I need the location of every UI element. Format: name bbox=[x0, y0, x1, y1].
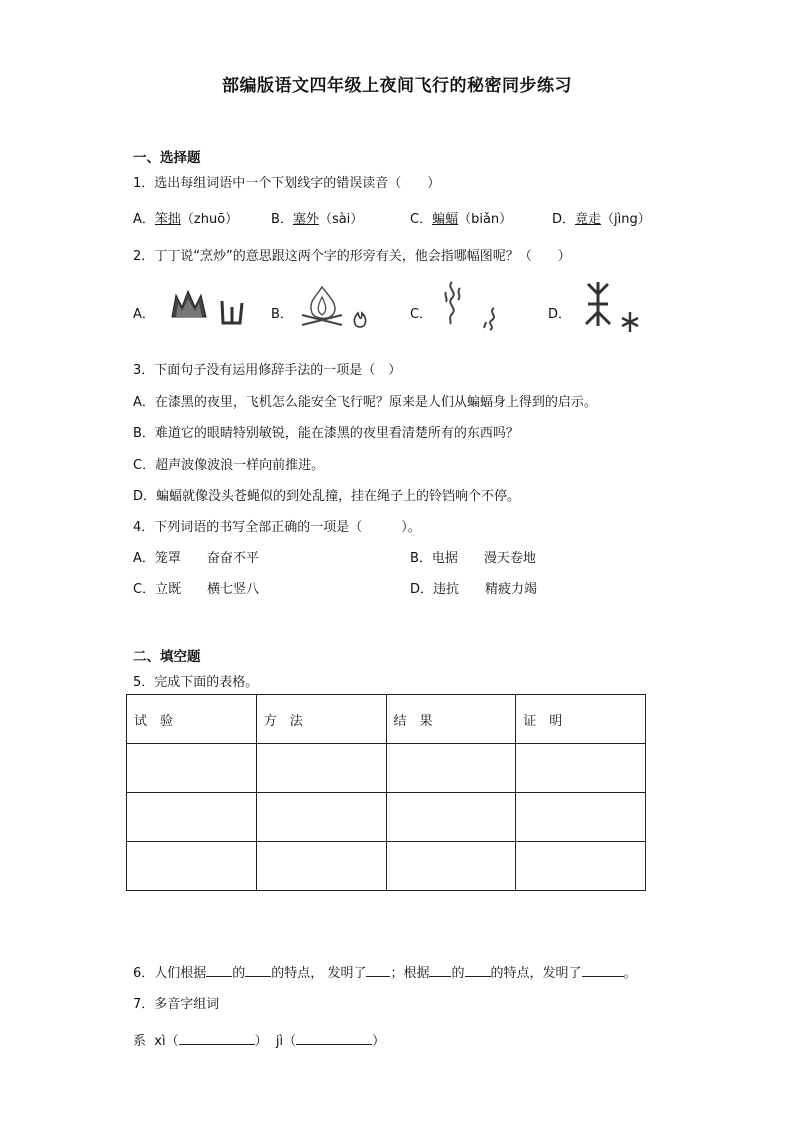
question-7-stem: 7．多音字组词 bbox=[133, 997, 220, 1012]
q4-option-d[interactable]: D．违抗 精疲力竭 bbox=[410, 582, 538, 597]
q6-text: 的特点， bbox=[271, 966, 324, 981]
question-5-stem: 5．完成下面的表格。 bbox=[133, 675, 259, 690]
pinyin: xì（ bbox=[154, 1034, 179, 1049]
q1-option-b[interactable] bbox=[271, 208, 363, 227]
water-glyph-icon[interactable] bbox=[440, 278, 510, 334]
blank-input[interactable] bbox=[245, 964, 271, 977]
option-label: B． bbox=[271, 212, 293, 227]
bracket: ） bbox=[372, 1034, 386, 1049]
pinyin: jì（ bbox=[275, 1034, 297, 1049]
q2-option-c-label[interactable]: C． bbox=[410, 307, 433, 322]
table-cell[interactable] bbox=[386, 842, 516, 891]
q4-option-c[interactable]: C．立既 横七竖八 bbox=[133, 582, 260, 597]
blank-input[interactable] bbox=[429, 964, 451, 977]
table-header-cell: 结 果 bbox=[386, 695, 516, 744]
table-cell[interactable] bbox=[256, 744, 386, 793]
q6-text: 的 bbox=[232, 966, 246, 981]
table-cell[interactable] bbox=[127, 744, 257, 793]
q1-option-c[interactable] bbox=[410, 208, 512, 227]
q2-option-b-label[interactable]: B． bbox=[271, 307, 293, 322]
q2-option-a-label[interactable]: A． bbox=[133, 307, 155, 322]
q6-text: 6．人们根据 bbox=[133, 966, 207, 981]
pinyin: （sài） bbox=[318, 212, 364, 227]
table-cell[interactable] bbox=[386, 793, 516, 842]
campfire-glyph-icon[interactable] bbox=[294, 283, 374, 333]
pinyin: （zhuō） bbox=[180, 212, 239, 227]
blank-input[interactable] bbox=[296, 1032, 372, 1045]
underlined-word: 竟走 bbox=[575, 212, 602, 227]
q3-option-b[interactable]: B．难道它的眼睛特别敏锐，能在漆黑的夜里看清楚所有的东西吗？ bbox=[133, 426, 519, 441]
q2-option-d-label[interactable]: D． bbox=[548, 307, 572, 322]
question-1-stem: 1．选出每组词语中一个下划线字的错误读音（ ） bbox=[133, 176, 441, 191]
section-heading-fill: 二、填空题 bbox=[133, 649, 201, 665]
table-cell[interactable] bbox=[256, 793, 386, 842]
table-cell[interactable] bbox=[127, 793, 257, 842]
q4-option-a[interactable]: A．笼罩 奋奋不平 bbox=[133, 551, 259, 566]
blank-input[interactable] bbox=[582, 964, 624, 977]
question-2-stem: 2．丁丁说“烹炒”的意思跟这两个字的形旁有关，他会指哪幅图呢？（ ） bbox=[133, 249, 571, 264]
page-title: 部编版语文四年级上夜间飞行的秘密同步练习 bbox=[222, 76, 572, 96]
blank-input[interactable] bbox=[465, 964, 491, 977]
tree-glyph-icon[interactable] bbox=[580, 278, 646, 334]
q3-option-c[interactable]: C．超声波像波浪一样向前推进。 bbox=[133, 458, 325, 473]
polyphone-char: 系 bbox=[133, 1034, 147, 1049]
table-header-cell: 试 验 bbox=[127, 695, 257, 744]
table-cell[interactable] bbox=[386, 744, 516, 793]
table-header-cell: 方 法 bbox=[256, 695, 386, 744]
pinyin: （biǎn） bbox=[458, 212, 513, 227]
question-3-stem: 3．下面句子没有运用修辞手法的一项是（ ） bbox=[133, 363, 402, 378]
q3-option-a[interactable]: A．在漆黑的夜里，飞机怎么能安全飞行呢？原来是人们从蝙蝠身上得到的启示。 bbox=[133, 395, 597, 410]
question-7-row bbox=[133, 1030, 385, 1049]
table-cell[interactable] bbox=[516, 793, 646, 842]
option-label: C． bbox=[410, 212, 433, 227]
section-heading-choice: 一、选择题 bbox=[133, 150, 201, 166]
experiment-table bbox=[126, 694, 646, 891]
underlined-word: 塞外 bbox=[292, 212, 319, 227]
table-cell[interactable] bbox=[516, 842, 646, 891]
table-header-cell: 证 明 bbox=[516, 695, 646, 744]
pinyin: （jìng） bbox=[601, 212, 651, 227]
q6-text: 。 bbox=[623, 966, 637, 981]
q6-text: 的 bbox=[451, 966, 465, 981]
option-label: A． bbox=[133, 212, 155, 227]
q1-option-d[interactable] bbox=[552, 208, 651, 227]
table-cell[interactable] bbox=[127, 842, 257, 891]
underlined-word: 笨拙 bbox=[154, 212, 181, 227]
blank-input[interactable] bbox=[206, 964, 232, 977]
question-4-stem: 4．下列词语的书写全部正确的一项是（ ）。 bbox=[133, 520, 421, 535]
bracket: ） bbox=[254, 1034, 268, 1049]
q6-text: 发明了 bbox=[327, 966, 367, 981]
q3-option-d[interactable]: D．蝙蝠就像没头苍蝇似的到处乱撞，挂在绳子上的铃铛响个不停。 bbox=[133, 489, 521, 504]
q4-option-b[interactable]: B．电据 漫天卷地 bbox=[410, 551, 536, 566]
q6-text: ；根据 bbox=[390, 966, 430, 981]
q1-option-a[interactable] bbox=[133, 208, 238, 227]
question-6 bbox=[133, 962, 637, 981]
mountain-glyph-icon[interactable] bbox=[168, 287, 248, 332]
blank-input[interactable] bbox=[366, 964, 390, 977]
table-cell[interactable] bbox=[516, 744, 646, 793]
underlined-word: 蝙蝠 bbox=[432, 212, 459, 227]
option-label: D． bbox=[552, 212, 576, 227]
q6-text: 的特点，发明了 bbox=[490, 966, 582, 981]
table-cell[interactable] bbox=[256, 842, 386, 891]
blank-input[interactable] bbox=[179, 1032, 255, 1045]
